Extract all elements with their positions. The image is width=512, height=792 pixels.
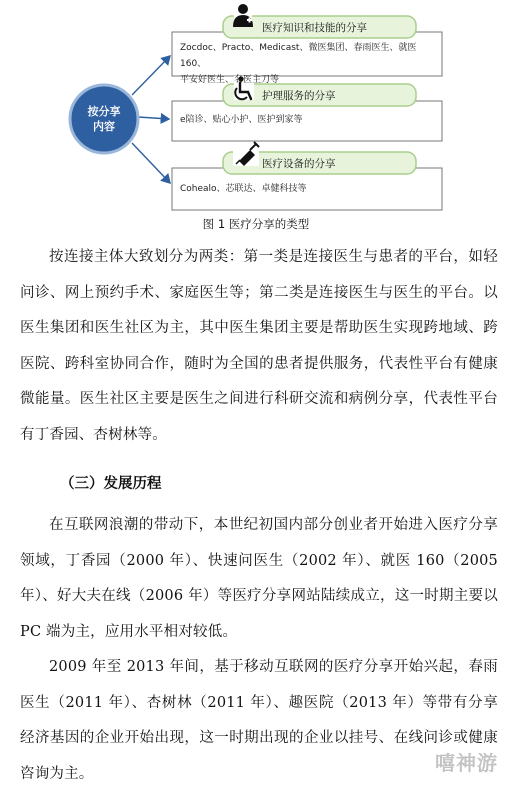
doctor-icon bbox=[233, 2, 253, 27]
paragraph-connection-types: 按连接主体大致划分为两类：第一类是连接医生与患者的平台，如轻问诊、网上预约手术、家庭医生等；第二类是连接医生与医生的平台。以医生集团和医生社区为主，其中医生集团主要是帮助医生实现跨地域、跨医院、跨科室协同合作，随时为全国的患者提供服务，代表性平台有健康微能量。医生社区主要是医生之间进行科研交流和病例分享，代表性平台有丁香园、杏树林等。 bbox=[20, 249, 498, 443]
site-watermark: 嘻神游 bbox=[435, 751, 498, 775]
figure-caption: 图 1 医疗分享的类型 bbox=[202, 217, 310, 231]
category-description-equipment: Cohealo、芯联达、卓健科技等 bbox=[180, 184, 307, 194]
syringe-icon bbox=[233, 142, 259, 166]
category-title-equipment: 医疗设备的分享 bbox=[262, 158, 336, 170]
category-description-knowledge-line1: Zocdoc、Practo、Medicast、微医集团、春雨医生、就医160、 bbox=[180, 43, 417, 69]
arrow-to-equipment bbox=[132, 143, 170, 183]
center-label-line1: 按分享 bbox=[87, 105, 121, 118]
center-label-line2: 内容 bbox=[93, 120, 115, 133]
category-title-knowledge: 医疗知识和技能的分享 bbox=[262, 22, 367, 34]
category-description-knowledge bbox=[180, 40, 438, 88]
arrow-to-nursing bbox=[138, 117, 169, 119]
category-description-nursing: e陪诊、贴心小护、医护到家等 bbox=[180, 115, 303, 125]
paragraph-early-history: 在互联网浪潮的带动下，本世纪初国内部分创业者开始进入医疗分享领域，丁香园（2000 年）、快速问医生（2002 年）、就医 160（2005 年）、好大夫在线（2006 年）等医疗分享网站陆续成立，这一时期主要以 PC 端为主，应用水平相对较低。 bbox=[20, 517, 498, 640]
section-heading: （三）发展历程 bbox=[60, 476, 162, 492]
center-label bbox=[74, 104, 134, 134]
category-description-knowledge-line2: 平安好医生、名医主刀等 bbox=[180, 75, 280, 85]
category-title-nursing: 护理服务的分享 bbox=[262, 90, 336, 102]
arrow-to-knowledge bbox=[132, 56, 170, 95]
paragraph-mobile-era: 2009 年至 2013 年间，基于移动互联网的医疗分享开始兴起，春雨医生（2011 年）、杏树林（2011 年）、趣医院（2013 年）等带有分享经济基因的企业开始出现，这一时期出现的企业以挂号、在线问诊或健康咨询为主。 bbox=[20, 659, 498, 782]
